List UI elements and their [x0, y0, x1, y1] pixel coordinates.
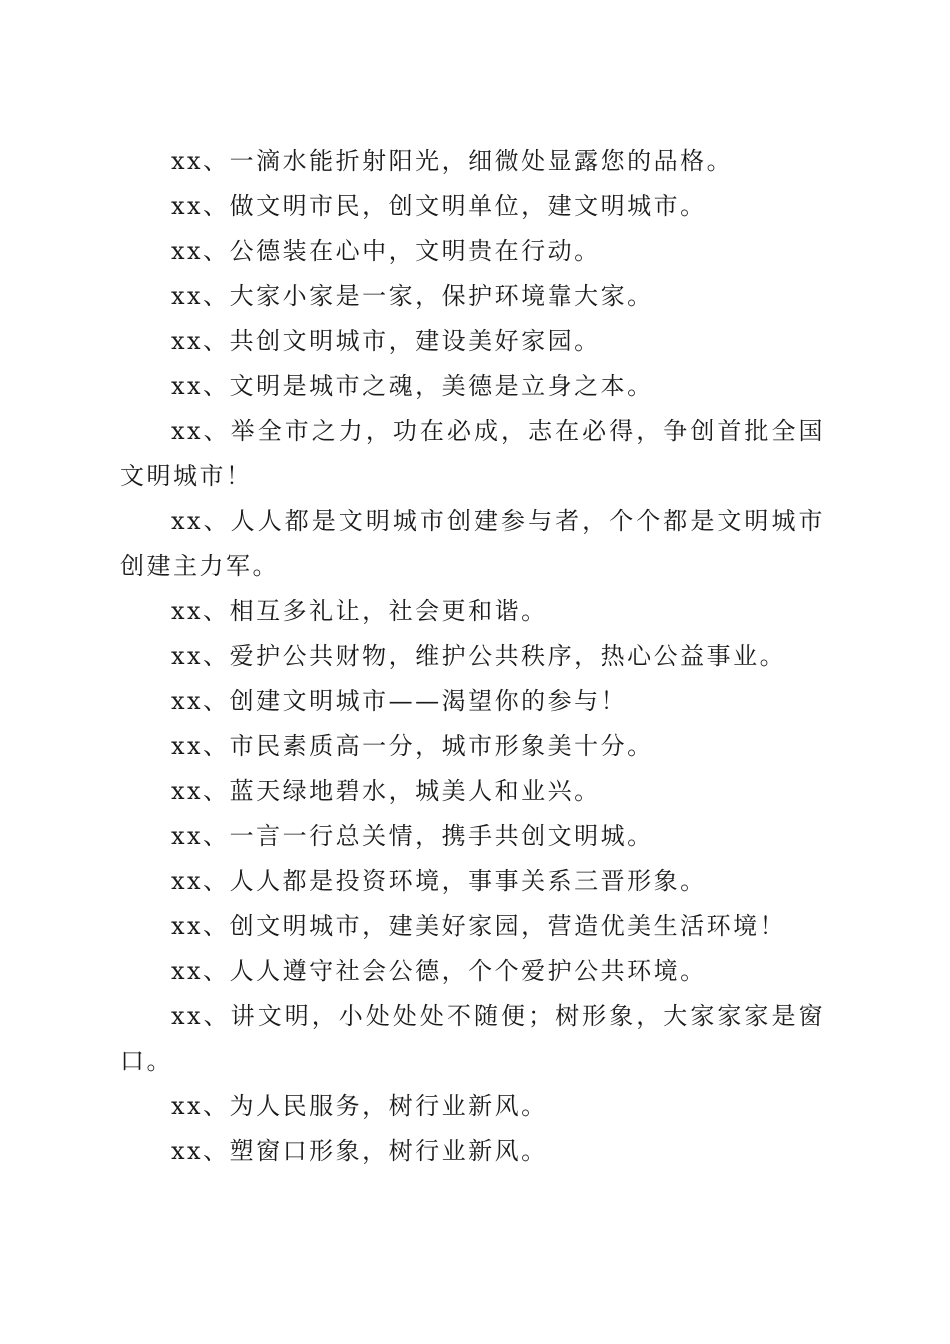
- slogan-line-3: xx、公德装在心中，文明贵在行动。: [171, 237, 601, 265]
- slogan-line-12: xx、市民素质高一分，城市形象美十分。: [171, 732, 654, 760]
- slogan-line-17: xx、人人遵守社会公德，个个爱护公共环境。: [171, 957, 707, 985]
- document-body: [120, 139, 825, 1174]
- slogan-line-11: xx、创建文明城市——渴望你的参与！: [171, 687, 628, 715]
- slogan-line-16: xx、创文明城市，建美好家园，营造优美生活环境！: [171, 912, 787, 940]
- slogan-line-9: xx、相互多礼让，社会更和谐。: [171, 597, 548, 625]
- slogan-line-7: xx、举全市之力，功在必成，志在必得，争创首批全国文明城市！: [120, 417, 825, 490]
- slogan-line-15: xx、人人都是投资环境，事事关系三晋形象。: [171, 867, 707, 895]
- slogan-line-10: xx、爱护公共财物，维护公共秩序，热心公益事业。: [171, 642, 787, 670]
- slogan-line-19: xx、为人民服务，树行业新风。: [171, 1092, 548, 1120]
- slogan-line-18: xx、讲文明，小处处处不随便；树形象，大家家家是窗口。: [120, 1002, 825, 1075]
- slogan-line-20: xx、塑窗口形象，树行业新风。: [171, 1137, 548, 1165]
- slogan-line-14: xx、一言一行总关情，携手共创文明城。: [171, 822, 654, 850]
- slogan-line-4: xx、大家小家是一家，保护环境靠大家。: [171, 282, 654, 310]
- slogan-line-1: xx、一滴水能折射阳光，细微处显露您的品格。: [171, 147, 734, 175]
- slogan-line-5: xx、共创文明城市，建设美好家园。: [171, 327, 601, 355]
- slogan-line-8: xx、人人都是文明城市创建参与者，个个都是文明城市创建主力军。: [120, 507, 825, 580]
- slogan-line-2: xx、做文明市民，创文明单位，建文明城市。: [171, 192, 707, 220]
- slogan-line-13: xx、蓝天绿地碧水，城美人和业兴。: [171, 777, 601, 805]
- slogan-line-6: xx、文明是城市之魂，美德是立身之本。: [171, 372, 654, 400]
